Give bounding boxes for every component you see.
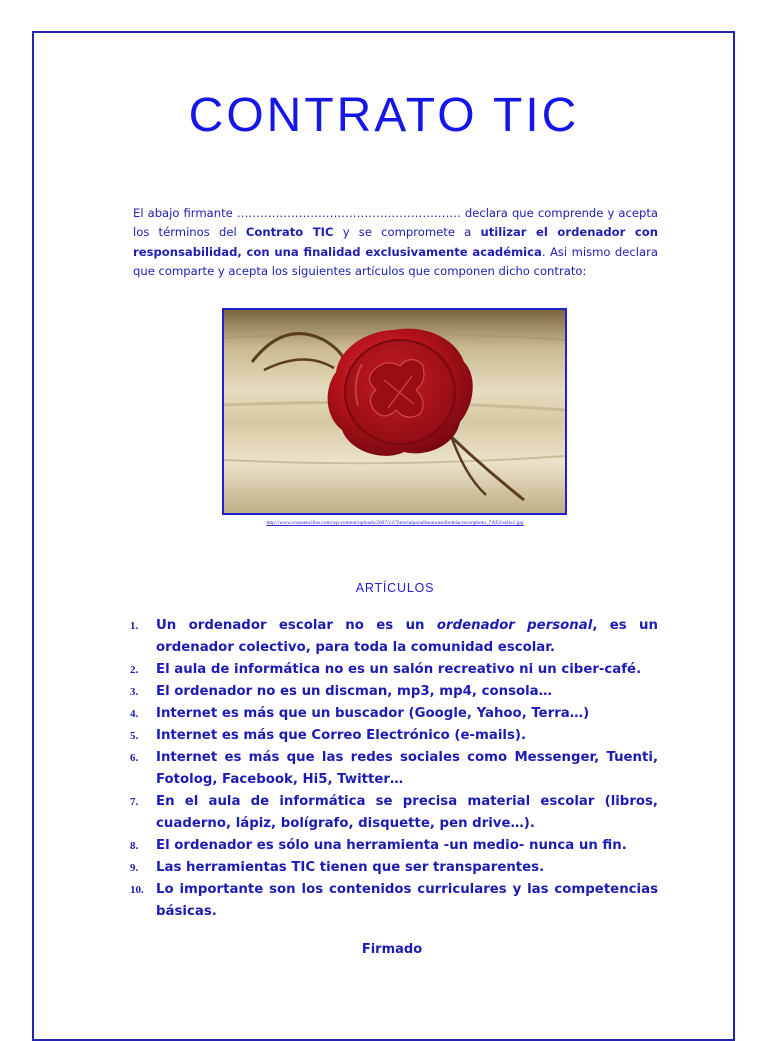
article-text: El aula de informática no es un salón recreativo ni un ciber-café. bbox=[156, 662, 642, 677]
intro-bold-1: Contrato TIC bbox=[245, 225, 334, 240]
article-number: 7. bbox=[130, 796, 139, 808]
intro-text-2: y se compromete a bbox=[333, 225, 481, 240]
articles-list bbox=[130, 615, 658, 923]
article-item bbox=[130, 703, 658, 725]
article-item bbox=[130, 681, 658, 703]
articles-heading: ARTÍCULOS bbox=[355, 581, 435, 595]
article-text: Un ordenador escolar no es un bbox=[156, 618, 437, 633]
article-text: Internet es más que Correo Electrónico (e-mails). bbox=[156, 728, 527, 743]
signature-label: Firmado bbox=[361, 942, 423, 957]
wax-seal-illustration bbox=[224, 310, 565, 513]
article-item bbox=[130, 725, 658, 747]
article-text: En el aula de informática se precisa material escolar (libros, cuaderno, lápiz, bolígrafo, disquette, pen drive…). bbox=[156, 794, 658, 831]
intro-text-1: El abajo firmante …………………………………………………. declara que comprende y acepta los términos del bbox=[133, 206, 658, 240]
article-text: Internet es más que un buscador (Google, Yahoo, Terra…) bbox=[156, 706, 590, 721]
image-caption-link[interactable]: http://www.cosasencillas.com/wp-content/uploads/2007/12/Tutorialparadisearunsellodelacreconphoto_7AF2/sello1.jpg bbox=[266, 520, 524, 526]
article-text: El ordenador no es un discman, mp3, mp4, consola… bbox=[156, 684, 552, 699]
article-number: 6. bbox=[130, 752, 139, 764]
article-number: 10. bbox=[130, 884, 144, 896]
article-number: 9. bbox=[130, 862, 139, 874]
article-text: Internet es más que las redes sociales como Messenger, Tuenti, Fotolog, Facebook, Hi5, Twitter… bbox=[156, 750, 658, 787]
article-text: Las herramientas TIC tienen que ser transparentes. bbox=[156, 860, 545, 875]
article-item bbox=[130, 835, 658, 857]
article-text-continued: , es un ordenador colectivo, para toda la comunidad escolar. bbox=[156, 618, 658, 655]
intro-paragraph bbox=[133, 204, 658, 281]
article-number: 3. bbox=[130, 686, 139, 698]
article-item bbox=[130, 791, 658, 835]
intro-bold-2: utilizar el ordenador con responsabilidad, con una finalidad exclusivamente académica bbox=[133, 225, 658, 259]
article-item bbox=[130, 659, 658, 681]
article-emphasis: ordenador personal bbox=[436, 618, 593, 633]
article-text: El ordenador es sólo una herramienta -un medio- nunca un fin. bbox=[156, 838, 627, 853]
article-number: 4. bbox=[130, 708, 139, 720]
article-number: 2. bbox=[130, 664, 139, 676]
wax-seal-image bbox=[222, 308, 567, 515]
article-item bbox=[130, 615, 658, 659]
article-item bbox=[130, 857, 658, 879]
document-title: CONTRATO TIC bbox=[188, 89, 580, 142]
intro-text-3: . Asi mismo declara que comparte y acepta los siguientes artículos que componen dicho contrato: bbox=[133, 244, 658, 278]
article-number: 1. bbox=[130, 620, 139, 632]
article-number: 8. bbox=[130, 840, 139, 852]
article-item bbox=[130, 879, 658, 923]
article-item bbox=[130, 747, 658, 791]
article-number: 5. bbox=[130, 730, 139, 742]
article-text: Lo importante son los contenidos curriculares y las competencias básicas. bbox=[156, 882, 658, 919]
